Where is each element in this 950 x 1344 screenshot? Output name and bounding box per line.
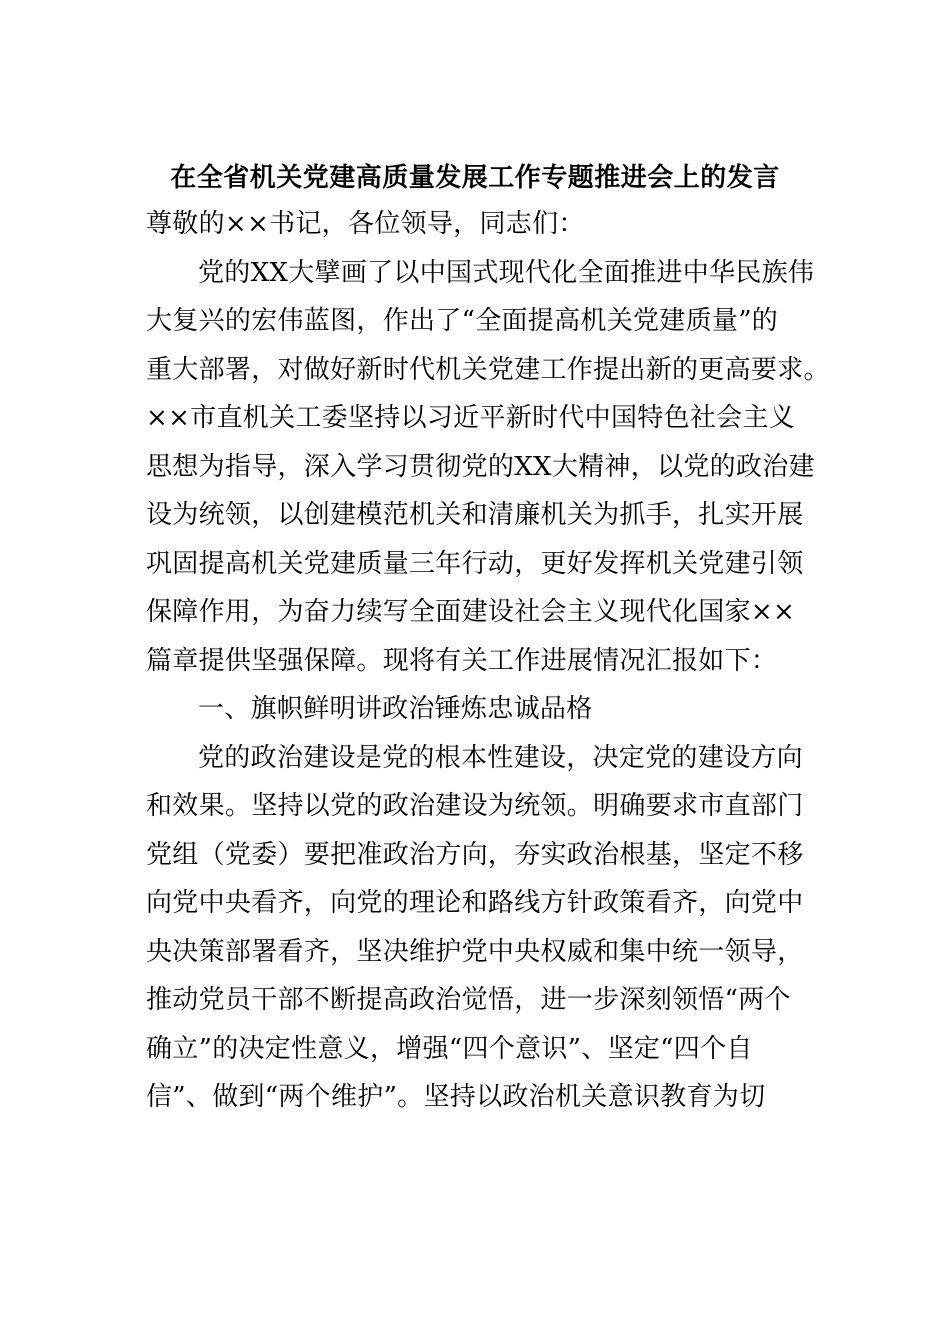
paragraph-line: 央决策部署看齐，坚决维护党中央权威和集中统一领导，: [146, 936, 804, 967]
section-heading: 一、旗帜鲜明讲政治锤炼忠诚品格: [198, 694, 593, 724]
paragraph-line: ××市直机关工委坚持以习近平新时代中国特色社会主义: [146, 403, 796, 433]
salutation-line: 尊敬的××书记，各位领导，同志们：: [146, 209, 585, 239]
paragraph-line: 设为统领，以创建模范机关和清廉机关为抓手，扎实开展: [146, 500, 804, 530]
paragraph-line: 和效果。坚持以党的政治建设为统领。明确要求市直部门: [146, 791, 804, 821]
paragraph-line: 向党中央看齐，向党的理论和路线方针政策看齐，向党中: [146, 888, 804, 918]
paragraph-line: 信”、做到“两个维护”。坚持以政治机关意识教育为切: [146, 1082, 766, 1112]
paragraph-line: 党的政治建设是党的根本性建设，决定党的建设方向: [198, 742, 803, 773]
paragraph-line: 思想为指导，深入学习贯彻党的XX大精神，以党的政治建: [146, 451, 815, 482]
paragraph-line: 推动党员干部不断提高政治觉悟，进一步深刻领悟“两个: [146, 985, 791, 1015]
paragraph-line: 确立”的决定性意义，增强“四个意识”、坚定“四个自: [146, 1033, 753, 1064]
paragraph-line: 重大部署，对做好新时代机关党建工作提出新的更高要求。: [146, 354, 830, 385]
paragraph-line: 篇章提供坚强保障。现将有关工作进展情况汇报如下：: [146, 645, 778, 676]
document-title: 在全省机关党建高质量发展工作专题推进会上的发言: [170, 163, 780, 193]
paragraph-line: 党组（党委）要把准政治方向，夯实政治根基，坚定不移: [146, 839, 804, 870]
paragraph-line: 巩固提高机关党建质量三年行动，更好发挥机关党建引领: [146, 548, 804, 579]
document-body: [146, 200, 830, 1122]
paragraph-line: 党的XX大擘画了以中国式现代化全面推进中华民族伟: [198, 257, 815, 288]
paragraph-line: 保障作用，为奋力续写全面建设社会主义现代化国家××: [146, 597, 796, 627]
paragraph-line: 大复兴的宏伟蓝图，作出了“全面提高机关党建质量”的: [146, 306, 779, 336]
